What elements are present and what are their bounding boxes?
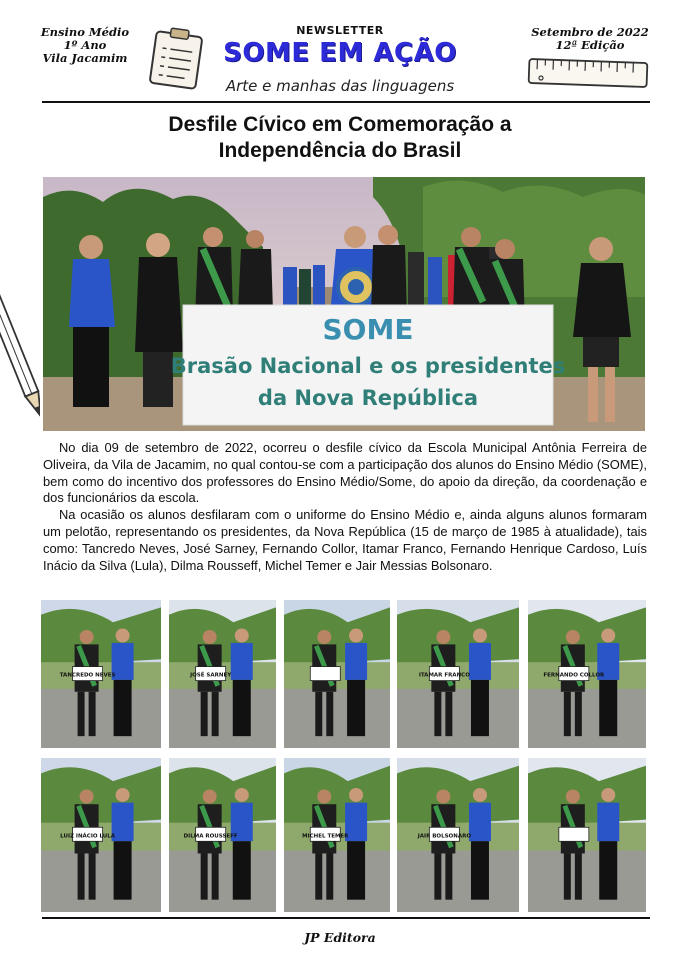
president-sign: DILMA ROUSSEFF: [183, 833, 238, 840]
president-sign: LUIZ INÁCIO LULA: [60, 833, 116, 840]
banner-line-2: Brasão Nacional e os presidentes: [170, 354, 566, 378]
president-sign: FERNANDO COLLOR: [543, 672, 605, 679]
banner-line-3: da Nova República: [257, 386, 479, 410]
newsletter-title: SOME EM AÇÃO: [223, 38, 457, 68]
grid-photo: [284, 600, 390, 748]
president-sign: TANCREDO NEVES: [59, 672, 116, 679]
date-label: Setembro de 2022: [531, 25, 649, 39]
header-divider: [42, 101, 650, 103]
grid-photo: [397, 758, 519, 912]
paragraph-1: No dia 09 de setembro de 2022, ocorreu o desfile cívico da Escola Municipal Antônia Ferreira de Oliveira, da Vila de Jacamim, no qual contou-se com a participação dos alunos do Ensino Médio (SOME), bem como do incentivo dos professores do Ensino Médio/Some, do apoio da direção, da coordenação e dos funcionários da escola.: [43, 440, 647, 506]
parade-main-photo: [43, 177, 645, 431]
article-body: [43, 440, 647, 574]
grade-label: 1º Ano: [63, 38, 107, 52]
newsletter-label: NEWSLETTER: [296, 24, 384, 37]
grid-photo: [528, 758, 646, 912]
grid-photo: [284, 758, 390, 912]
ruler-icon: [527, 58, 649, 88]
banner-title: SOME: [322, 313, 414, 346]
edition-info-right: [530, 26, 650, 52]
article-headline: [60, 112, 620, 164]
headline-line-2: Independência do Brasil: [218, 139, 462, 162]
grid-photo: [397, 600, 519, 748]
grid-photo: [41, 600, 161, 748]
paragraph-2: Na ocasião os alunos desfilaram com o uniforme do Ensino Médio e, ainda alguns alunos formaram um pelotão, representando os presidentes, da Nova República (15 de março de 1985 à atualidade), tais como: Tancredo Neves, José Sarney, Fernando Collor, Itamar Franco, Fernando Henrique Cardoso, Luís Inácio da Silva (Lula), Dilma Rousseff, Michel Temer e Jair Messias Bolsonaro.: [43, 507, 647, 573]
location-label: Vila Jacamim: [42, 51, 128, 65]
president-sign: MICHEL TEMER: [302, 833, 349, 840]
footer-divider: [42, 917, 650, 919]
edition-info-left: [30, 26, 140, 65]
publisher-footer: JP Editora: [304, 930, 376, 945]
president-sign: JAIR BOLSONARO: [417, 833, 472, 840]
grid-photo: [41, 758, 161, 912]
president-sign: ITAMAR FRANCO: [418, 672, 470, 679]
photo-grid: [41, 600, 647, 912]
grid-photo: [169, 600, 276, 748]
course-label: Ensino Médio: [40, 25, 130, 39]
grid-photo: [169, 758, 276, 912]
grid-photo: [528, 600, 646, 748]
headline-line-1: Desfile Cívico em Comemoração a: [168, 113, 512, 136]
edition-label: 12ª Edição: [555, 38, 625, 52]
president-sign: JOSÉ SARNEY: [190, 672, 232, 679]
pencil-icon: [0, 292, 40, 432]
newsletter-subtitle: Arte e manhas das linguagens: [225, 77, 455, 95]
